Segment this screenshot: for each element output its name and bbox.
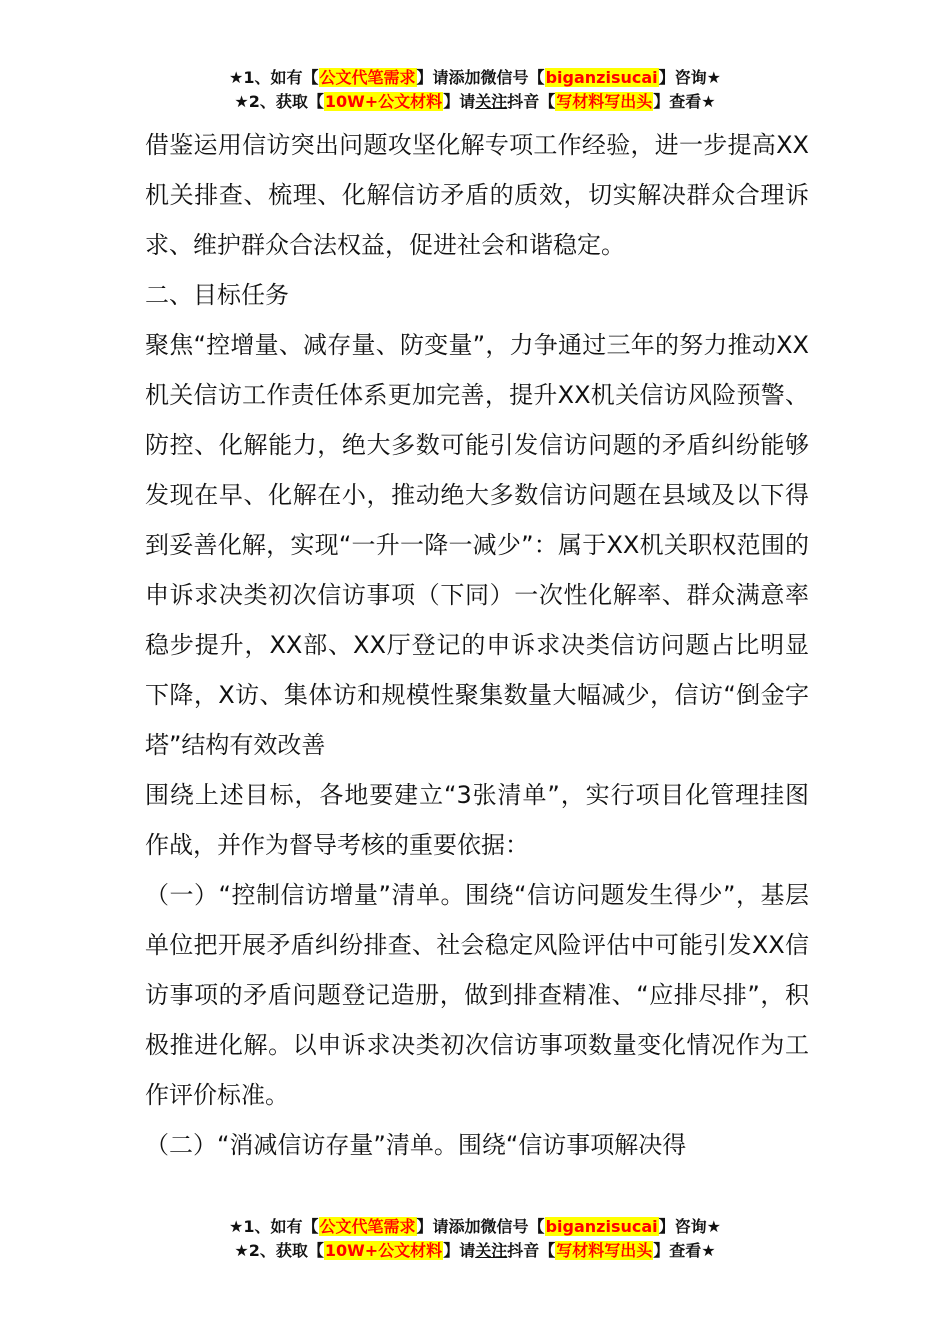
promo-text: 】咨询★ <box>658 1217 721 1236</box>
promo-text: 关注 <box>475 1241 508 1260</box>
document-body <box>145 120 809 1170</box>
promo-text: 关注 <box>475 92 508 111</box>
section-heading: 二、目标任务 <box>145 281 289 309</box>
promo-line-2 <box>0 90 950 114</box>
promo-text: 】查看★ <box>653 92 716 111</box>
promo-highlight: 10W+公文材料 <box>324 1241 443 1260</box>
promo-text: 微信号【 <box>480 68 545 87</box>
paragraph: 借鉴运用信访突出问题攻坚化解专项工作经验，进一步提高XX机关排查、梳理、化解信访矛盾的质效，切实解决群众合理诉求、维护群众合法权益，促进社会和谐稳定。 <box>145 131 809 259</box>
promo-text: 】请添 <box>416 68 465 87</box>
paragraph: 聚焦“控增量、减存量、防变量”，力争通过三年的努力推动XX机关信访工作责任体系更加完善，提升XX机关信访风险预警、防控、化解能力，绝大多数可能引发信访问题的矛盾纠纷能够发现在早、化解在小，推动绝大多数信访问题在县域及以下得到妥善化解，实现“一升一降一减少”：属于XX机关职权范围的申诉求决类初次信访事项（下同）一次性化解率、群众满意率稳步提升，XX部、XX厅登记的申诉求决类信访问题占比明显下降，X访、集体访和规模性聚集数量大幅减少，信访“倒金字塔”结构有效改善 <box>145 331 809 759</box>
promo-line-1 <box>0 1215 950 1239</box>
promo-text: 抖音【 <box>507 92 556 111</box>
promo-text: 加 <box>464 68 481 87</box>
promo-wechat-id: biganzisucai <box>545 68 658 87</box>
promo-highlight: 公文代笔需求 <box>319 68 416 87</box>
promo-text: 】咨询★ <box>658 68 721 87</box>
paragraph: （二）“消减信访存量”清单。围绕“信访事项解决得 <box>145 1131 687 1159</box>
promo-line-2 <box>0 1239 950 1263</box>
promo-text: 抖音【 <box>507 1241 556 1260</box>
promo-douyin-id: 写材料写出头 <box>556 1241 653 1260</box>
promo-text: 】查看★ <box>653 1241 716 1260</box>
paragraph: （一）“控制信访增量”清单。围绕“信访问题发生得少”，基层单位把开展矛盾纠纷排查、社会稳定风险评估中可能引发XX信访事项的矛盾问题登记造册，做到排查精准、“应排尽排”，积极推进化解。以申诉求决类初次信访事项数量变化情况作为工作评价标准。 <box>145 881 809 1109</box>
promo-text: 加 <box>464 1217 481 1236</box>
promo-text: 】请 <box>443 92 476 111</box>
promo-douyin-id: 写材料写出头 <box>556 92 653 111</box>
promo-wechat-id: biganzisucai <box>545 1217 658 1236</box>
header-promo-banner <box>0 66 950 114</box>
promo-text: 】请添 <box>416 1217 465 1236</box>
promo-line-1 <box>0 66 950 90</box>
promo-text: 】请 <box>443 1241 476 1260</box>
promo-text: ★2、获取【 <box>234 92 324 111</box>
promo-highlight: 公文代笔需求 <box>319 1217 416 1236</box>
promo-text: 微信号【 <box>480 1217 545 1236</box>
promo-highlight: 10W+公文材料 <box>324 92 443 111</box>
paragraph: 围绕上述目标，各地要建立“3张清单”，实行项目化管理挂图作战，并作为督导考核的重要依据： <box>145 781 809 859</box>
promo-text: ★1、如有【 <box>229 1217 319 1236</box>
promo-text: ★1、如有【 <box>229 68 319 87</box>
promo-text: ★2、获取【 <box>234 1241 324 1260</box>
footer-promo-banner <box>0 1215 950 1263</box>
